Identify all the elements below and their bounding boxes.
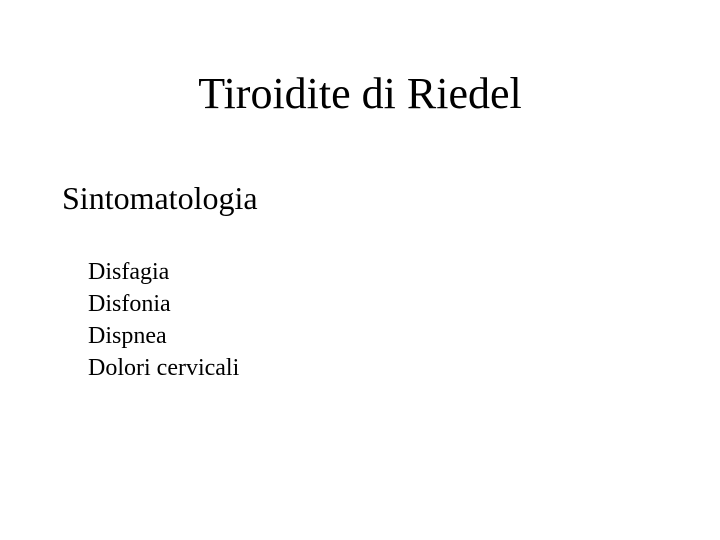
list-item: Disfonia (88, 291, 171, 317)
list-item: Disfagia (88, 259, 170, 285)
symptom-list (88, 256, 239, 384)
slide-title: Tiroidite di Riedel (198, 69, 522, 118)
section-heading: Sintomatologia (62, 180, 258, 216)
list-item: Dolori cervicali (88, 355, 240, 381)
list-item: Dispnea (88, 323, 167, 349)
